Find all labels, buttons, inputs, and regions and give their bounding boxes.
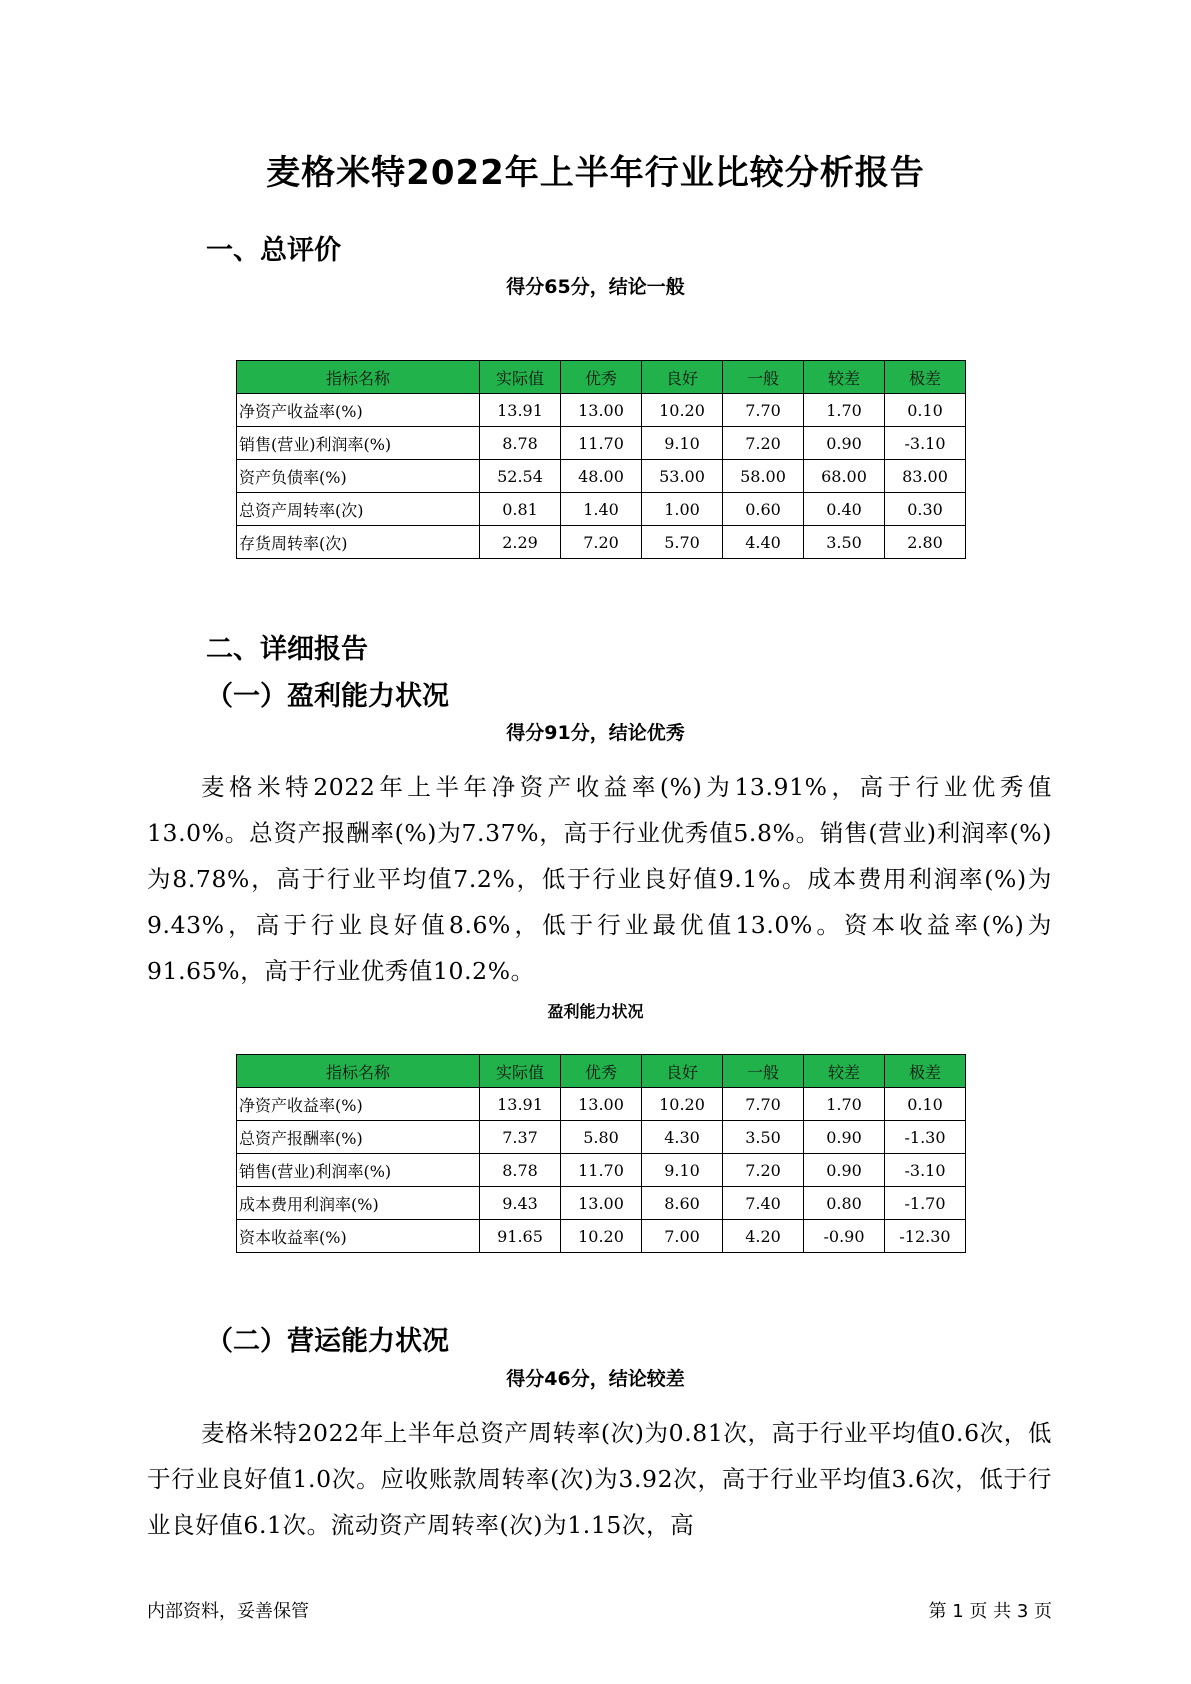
table-cell: 8.78 xyxy=(480,427,561,460)
table-cell: -0.90 xyxy=(804,1220,885,1253)
table-cell: -1.30 xyxy=(885,1121,966,1154)
table-cell: 0.30 xyxy=(885,493,966,526)
table-cell: 0.90 xyxy=(804,1154,885,1187)
document-title: 麦格米特2022年上半年行业比较分析报告 xyxy=(266,153,925,193)
table-cell: 1.00 xyxy=(642,493,723,526)
table-header-cell: 良好 xyxy=(642,361,723,394)
operations-paragraph: 麦格米特2022年上半年总资产周转率(次)为0.81次，高于行业平均值0.6次，低于行业良好值1.0次。应收账款周转率(次)为3.92次，高于行业平均值3.6次，低于行业良好值6.1次。流动资产周转率(次)为1.15次，高 xyxy=(147,1419,1052,1539)
table-cell-name: 资本收益率(%) xyxy=(237,1220,480,1253)
table-cell: 5.80 xyxy=(561,1121,642,1154)
table-cell: 3.50 xyxy=(804,526,885,559)
profitability-score-text: 得分91分，结论优秀 xyxy=(506,722,685,744)
table-cell: 11.70 xyxy=(561,1154,642,1187)
table-cell: 2.80 xyxy=(885,526,966,559)
table-row xyxy=(237,526,966,559)
table-row xyxy=(237,394,966,427)
table-cell: 10.20 xyxy=(561,1220,642,1253)
table-cell: 1.70 xyxy=(804,394,885,427)
table-header-cell: 优秀 xyxy=(561,361,642,394)
overall-table xyxy=(236,360,966,559)
table-cell-name: 销售(营业)利润率(%) xyxy=(237,1154,480,1187)
table-header-cell: 指标名称 xyxy=(237,361,480,394)
table-cell: -1.70 xyxy=(885,1187,966,1220)
table-cell-name: 成本费用利润率(%) xyxy=(237,1187,480,1220)
table-cell: 68.00 xyxy=(804,460,885,493)
table-cell: 8.78 xyxy=(480,1154,561,1187)
table-cell: 4.20 xyxy=(723,1220,804,1253)
table-cell-name: 总资产报酬率(%) xyxy=(237,1121,480,1154)
table-row xyxy=(237,1154,966,1187)
table-cell: 13.91 xyxy=(480,394,561,427)
table-cell: 7.20 xyxy=(723,1154,804,1187)
table-cell: 1.40 xyxy=(561,493,642,526)
profitability-paragraph: 麦格米特2022年上半年净资产收益率(%)为13.91%，高于行业优秀值13.0%。总资产报酬率(%)为7.37%，高于行业优秀值5.8%。销售(营业)利润率(%)为8.78%，高于行业平均值7.2%，低于行业良好值9.1%。成本费用利润率(%)为9.43%，高于行业良好值8.6%，低于行业最优值13.0%。资本收益率(%)为91.65%，高于行业优秀值10.2%。 xyxy=(147,773,1052,985)
table-cell: 0.81 xyxy=(480,493,561,526)
table-cell: 83.00 xyxy=(885,460,966,493)
table-cell: 3.50 xyxy=(723,1121,804,1154)
table-cell: 13.00 xyxy=(561,1088,642,1121)
table-cell: 53.00 xyxy=(642,460,723,493)
table-cell: 13.00 xyxy=(561,1187,642,1220)
table-cell: 7.20 xyxy=(561,526,642,559)
table-cell-name: 资产负债率(%) xyxy=(237,460,480,493)
table-cell: 11.70 xyxy=(561,427,642,460)
table-header-cell: 指标名称 xyxy=(237,1055,480,1088)
table-header-cell: 较差 xyxy=(804,361,885,394)
operations-score-text: 得分46分，结论较差 xyxy=(506,1368,685,1390)
table-header-cell: 一般 xyxy=(723,1055,804,1088)
section-heading-overall: 一、总评价 xyxy=(206,235,341,266)
footer-page-number: 第 1 页 共 3 页 xyxy=(928,1601,1052,1622)
table-cell-name: 净资产收益率(%) xyxy=(237,1088,480,1121)
profitability-table-caption: 盈利能力状况 xyxy=(547,1002,644,1021)
table-cell: 9.10 xyxy=(642,1154,723,1187)
table-cell: 48.00 xyxy=(561,460,642,493)
table-cell: 8.60 xyxy=(642,1187,723,1220)
table-cell: -3.10 xyxy=(885,427,966,460)
table-cell: 9.43 xyxy=(480,1187,561,1220)
table-header-cell: 实际值 xyxy=(480,361,561,394)
subsection-heading-operations: （二）营运能力状况 xyxy=(206,1326,449,1357)
table-cell: 0.10 xyxy=(885,1088,966,1121)
table-cell: 2.29 xyxy=(480,526,561,559)
table-cell: 7.40 xyxy=(723,1187,804,1220)
table-header-cell: 极差 xyxy=(885,1055,966,1088)
table-cell: 58.00 xyxy=(723,460,804,493)
table-cell: 7.20 xyxy=(723,427,804,460)
table-header-cell: 良好 xyxy=(642,1055,723,1088)
table-cell: 0.90 xyxy=(804,1121,885,1154)
table-cell: 9.10 xyxy=(642,427,723,460)
table-row xyxy=(237,460,966,493)
profitability-table xyxy=(236,1054,966,1253)
table-header-row xyxy=(237,1055,966,1088)
table-cell: 7.37 xyxy=(480,1121,561,1154)
table-cell: 10.20 xyxy=(642,394,723,427)
table-cell: 1.70 xyxy=(804,1088,885,1121)
table-cell: 4.30 xyxy=(642,1121,723,1154)
table-cell: 0.60 xyxy=(723,493,804,526)
table-cell: 52.54 xyxy=(480,460,561,493)
footer-confidential-note: 内部资料，妥善保管 xyxy=(147,1601,309,1622)
overall-score-text: 得分65分，结论一般 xyxy=(506,276,685,298)
table-cell: 91.65 xyxy=(480,1220,561,1253)
table-header-cell: 优秀 xyxy=(561,1055,642,1088)
table-cell-name: 总资产周转率(次) xyxy=(237,493,480,526)
table-cell: 7.00 xyxy=(642,1220,723,1253)
table-cell-name: 存货周转率(次) xyxy=(237,526,480,559)
table-row xyxy=(237,427,966,460)
table-header-cell: 极差 xyxy=(885,361,966,394)
table-row xyxy=(237,1121,966,1154)
table-cell: 0.40 xyxy=(804,493,885,526)
table-row xyxy=(237,493,966,526)
table-header-row xyxy=(237,361,966,394)
section-heading-detail: 二、详细报告 xyxy=(206,634,368,665)
table-cell: 13.00 xyxy=(561,394,642,427)
table-header-cell: 实际值 xyxy=(480,1055,561,1088)
table-row xyxy=(237,1088,966,1121)
table-cell: -12.30 xyxy=(885,1220,966,1253)
table-header-cell: 较差 xyxy=(804,1055,885,1088)
table-cell: 0.80 xyxy=(804,1187,885,1220)
table-cell: 10.20 xyxy=(642,1088,723,1121)
table-cell: 7.70 xyxy=(723,1088,804,1121)
table-cell: 7.70 xyxy=(723,394,804,427)
table-cell: 4.40 xyxy=(723,526,804,559)
table-cell: 0.10 xyxy=(885,394,966,427)
table-header-cell: 一般 xyxy=(723,361,804,394)
table-cell: 0.90 xyxy=(804,427,885,460)
table-cell: -3.10 xyxy=(885,1154,966,1187)
table-cell-name: 净资产收益率(%) xyxy=(237,394,480,427)
table-row xyxy=(237,1220,966,1253)
table-cell: 5.70 xyxy=(642,526,723,559)
table-row xyxy=(237,1187,966,1220)
subsection-heading-profitability: （一）盈利能力状况 xyxy=(206,681,449,712)
table-cell-name: 销售(营业)利润率(%) xyxy=(237,427,480,460)
table-cell: 13.91 xyxy=(480,1088,561,1121)
